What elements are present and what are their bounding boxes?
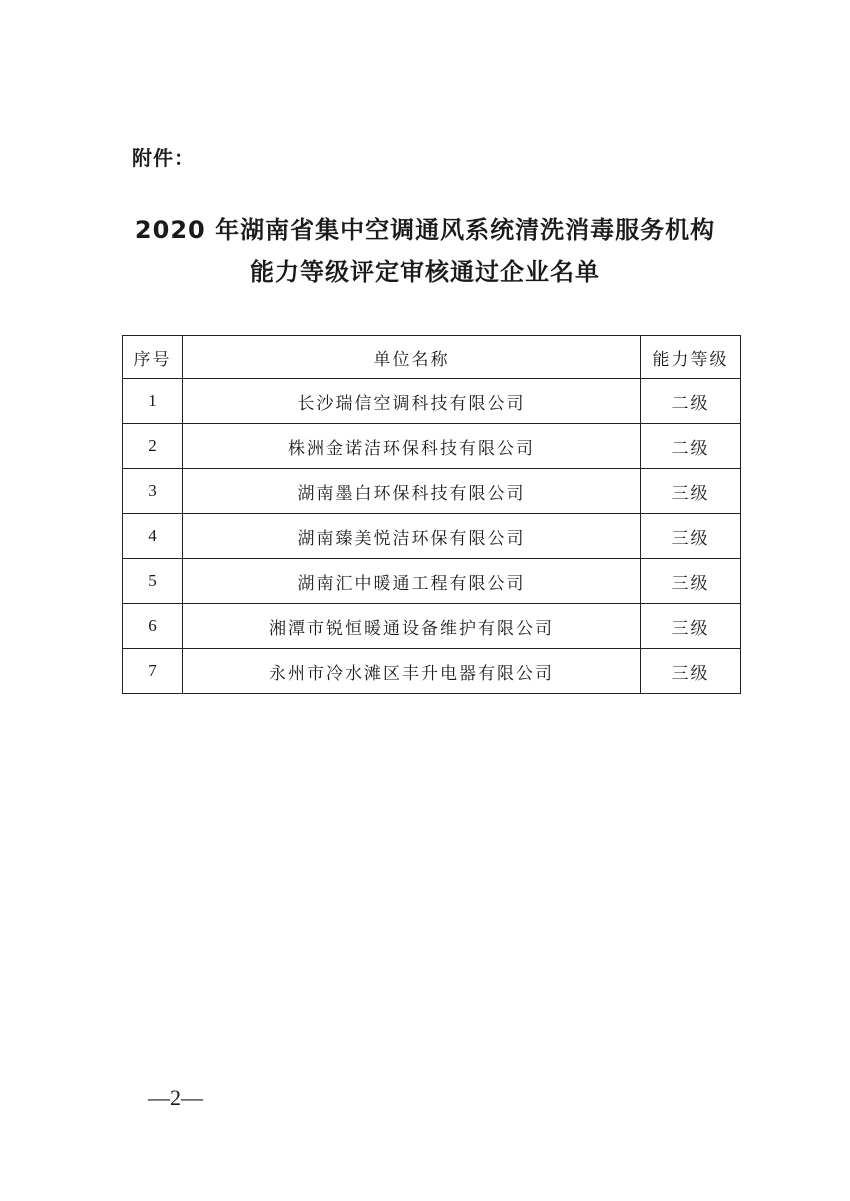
table-row bbox=[123, 604, 741, 649]
table-row bbox=[123, 514, 741, 559]
cell-capability-level: 二级 bbox=[641, 379, 741, 424]
cell-unit-name: 湖南墨白环保科技有限公司 bbox=[183, 469, 641, 514]
document-title-line-1: 2020 年湖南省集中空调通风系统清洗消毒服务机构 bbox=[134, 216, 716, 244]
cell-serial-number: 1 bbox=[123, 379, 183, 424]
cell-capability-level: 二级 bbox=[641, 424, 741, 469]
attachment-label: 附件： bbox=[132, 146, 195, 170]
table-row bbox=[123, 424, 741, 469]
cell-serial-number: 7 bbox=[123, 649, 183, 694]
cell-serial-number: 5 bbox=[123, 559, 183, 604]
cell-serial-number: 3 bbox=[123, 469, 183, 514]
document-title-line-2: 能力等级评定审核通过企业名单 bbox=[250, 258, 600, 286]
cell-serial-number: 6 bbox=[123, 604, 183, 649]
cell-serial-number: 4 bbox=[123, 514, 183, 559]
cell-unit-name: 湖南臻美悦洁环保有限公司 bbox=[183, 514, 641, 559]
cell-capability-level: 三级 bbox=[641, 649, 741, 694]
cell-serial-number: 2 bbox=[123, 424, 183, 469]
table-row bbox=[123, 649, 741, 694]
enterprise-list-table bbox=[122, 335, 741, 694]
cell-capability-level: 三级 bbox=[641, 604, 741, 649]
cell-unit-name: 湖南汇中暖通工程有限公司 bbox=[183, 559, 641, 604]
header-unit-name: 单位名称 bbox=[183, 336, 641, 379]
table-row bbox=[123, 469, 741, 514]
cell-unit-name: 长沙瑞信空调科技有限公司 bbox=[183, 379, 641, 424]
table-row bbox=[123, 559, 741, 604]
table-header-row bbox=[123, 336, 741, 379]
header-serial-number: 序号 bbox=[123, 336, 183, 379]
cell-capability-level: 三级 bbox=[641, 514, 741, 559]
cell-unit-name: 永州市冷水滩区丰升电器有限公司 bbox=[183, 649, 641, 694]
page-number: —2— bbox=[148, 1085, 203, 1110]
cell-unit-name: 株洲金诺洁环保科技有限公司 bbox=[183, 424, 641, 469]
cell-capability-level: 三级 bbox=[641, 469, 741, 514]
header-capability-level: 能力等级 bbox=[641, 336, 741, 379]
cell-unit-name: 湘潭市锐恒暖通设备维护有限公司 bbox=[183, 604, 641, 649]
table-row bbox=[123, 379, 741, 424]
cell-capability-level: 三级 bbox=[641, 559, 741, 604]
